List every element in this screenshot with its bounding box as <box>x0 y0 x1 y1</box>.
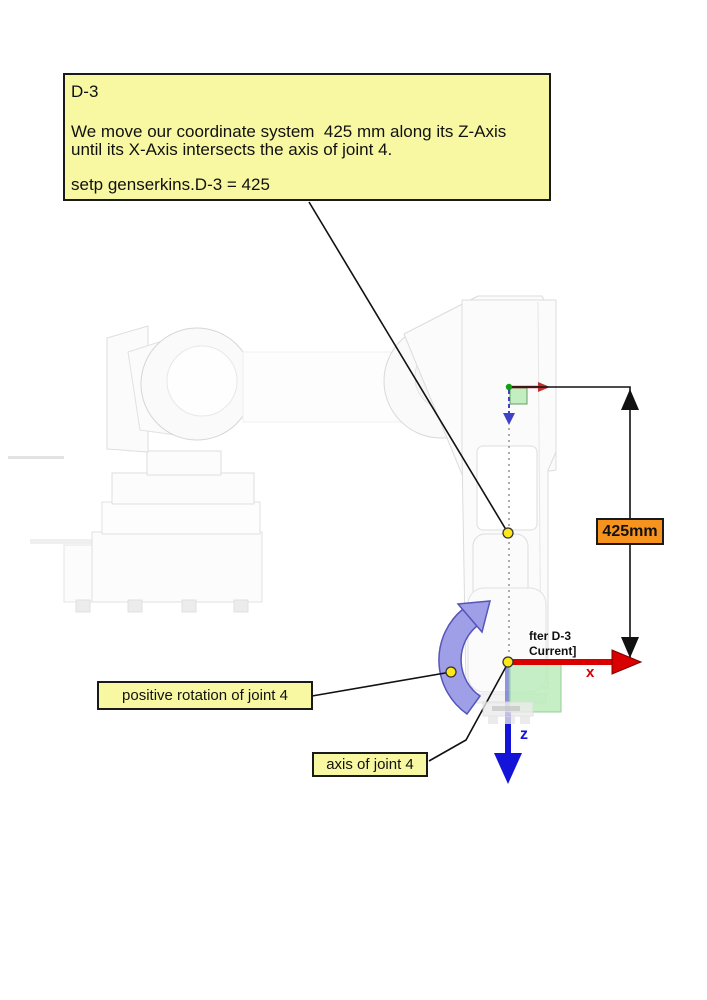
background-streak <box>8 456 64 459</box>
label-positive-rotation: positive rotation of joint 4 <box>97 681 313 710</box>
frame-caption <box>529 629 576 658</box>
frame-plane <box>510 388 527 404</box>
x-axis-label: x <box>586 664 595 681</box>
robot-base <box>64 451 262 612</box>
robot-base-plate <box>483 702 533 724</box>
frame-origin-dot <box>506 384 512 390</box>
z-arrowhead-icon <box>494 753 522 784</box>
callout-command: setp genserkins.D-3 = 425 <box>71 175 270 194</box>
callout-body-line1: We move our coordinate system 425 mm along its Z-Axis <box>71 122 507 141</box>
label-axis-of-joint: axis of joint 4 <box>312 752 428 777</box>
joint-axis-marker <box>503 528 513 538</box>
robot-shoulder-joint <box>107 326 253 452</box>
callout-body-line2: until its X-Axis intersects the axis of joint 4. <box>71 140 393 159</box>
rotation-note-leader <box>312 672 451 696</box>
robot-arm <box>8 296 556 703</box>
frame-caption-line2: Current] <box>529 643 577 658</box>
callout-d3 <box>63 73 551 201</box>
rotation-marker <box>446 667 456 677</box>
z-axis-label: z <box>520 726 528 743</box>
frame-caption-line1: fter D-3 <box>529 629 572 643</box>
dimension-label: 425mm <box>596 518 664 545</box>
background-streak <box>30 539 92 544</box>
dimension-up-arrowhead-icon <box>621 389 639 410</box>
x-arrowhead-icon <box>612 650 641 674</box>
callout-title: D-3 <box>71 82 99 101</box>
origin-marker <box>503 657 513 667</box>
